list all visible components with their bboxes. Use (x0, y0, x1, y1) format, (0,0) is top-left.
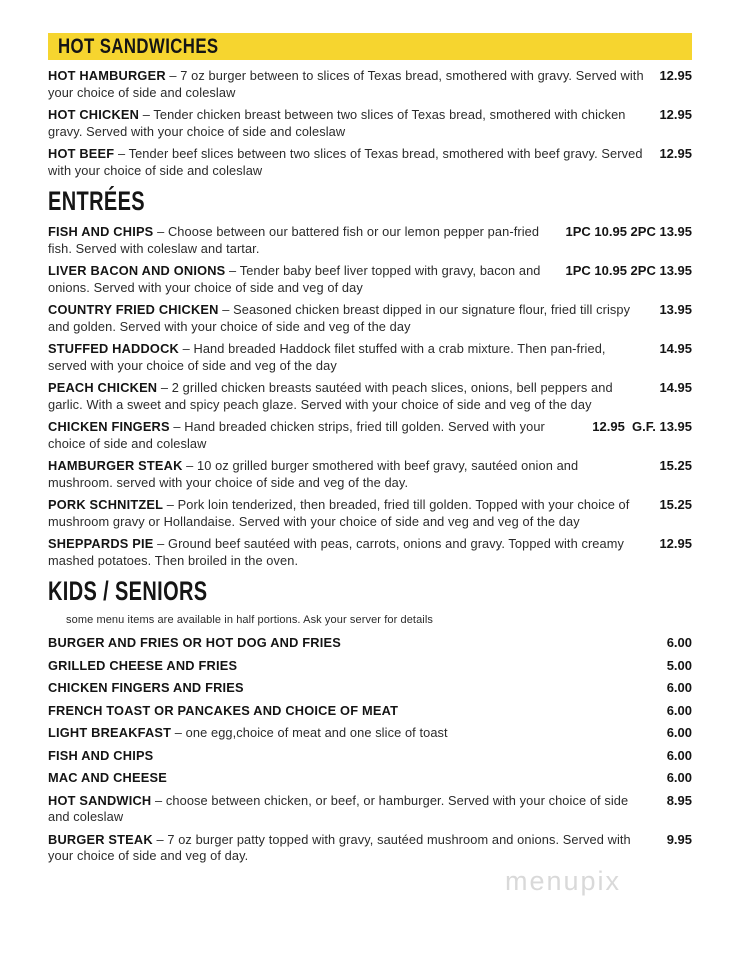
menu-item-row (48, 458, 692, 491)
menu-item-text (48, 725, 667, 742)
menu-item-row (48, 107, 692, 140)
menu-item-text (48, 658, 667, 675)
item-name: HOT HAMBURGER (48, 68, 166, 83)
menu-section-kids-seniors (48, 577, 692, 865)
menu-item-row (48, 302, 692, 335)
menu-item-row (48, 146, 692, 179)
menu-item-text (48, 832, 667, 865)
menu-sections (48, 33, 692, 865)
menu-item-text (48, 770, 667, 787)
menu-item-text (48, 748, 667, 765)
item-price: 6.00 (666, 702, 692, 718)
menu-item-row (48, 703, 692, 720)
section-banner (48, 33, 692, 60)
menu-item-row (48, 748, 692, 765)
item-name: PEACH CHICKEN (48, 380, 158, 395)
item-price: 13.95 (659, 302, 692, 317)
item-name: SHEPPARDS PIE (48, 536, 154, 551)
menu-item-text (48, 107, 659, 140)
item-name: HOT BEEF (48, 146, 115, 161)
item-price: 5.00 (666, 657, 692, 673)
item-name: PORK SCHNITZEL (48, 497, 164, 512)
menu-item-text (48, 458, 659, 491)
item-price: 12.95 (659, 536, 692, 551)
item-desc: – 7 oz burger patty topped with gravy, sautéed mushroom and onions. Served with your choice of side and veg of day. (48, 831, 631, 863)
item-price: 6.00 (666, 725, 692, 740)
item-name: FISH AND CHIPS (48, 224, 154, 239)
menu-item-row (48, 224, 692, 257)
item-price: 12.95 (659, 107, 692, 122)
item-desc: – Hand breaded Haddock filet stuffed with a crab mixture. Then pan-fried, served with your choice of side and veg of the day (48, 341, 606, 373)
item-name: STUFFED HADDOCK (48, 341, 179, 356)
item-name: MAC AND CHEESE (48, 770, 167, 785)
menu-item-text (48, 497, 659, 530)
item-desc: – Ground beef sautéed with peas, carrots, onions and gravy. Topped with creamy mashed potatoes. Then broiled in the oven. (48, 536, 624, 568)
item-desc: – Tender beef slices between two slices of Texas bread, smothered with beef gravy. Served with your choice of side and coleslaw (48, 146, 643, 178)
item-price: 8.95 (666, 792, 692, 808)
menu-item-row (48, 341, 692, 374)
item-price: 6.00 (666, 747, 692, 763)
menu-item-text (48, 146, 659, 179)
item-desc: – Pork loin tenderized, then breaded, fried till golden. Topped with your choice of mushroom gravy or Hollandaise. Served with your choice of side and veg and veg of the day (48, 497, 630, 529)
menu-item-text (48, 419, 592, 452)
item-price: 14.95 (659, 380, 692, 395)
item-price: 12.95 (659, 146, 692, 161)
item-price: 15.25 (659, 458, 692, 473)
menu-item-text (48, 703, 667, 720)
item-name: CHICKEN FINGERS AND FRIES (48, 680, 244, 695)
item-price: 6.00 (666, 770, 692, 785)
item-price: 12.95 (659, 68, 692, 83)
item-desc: – 10 oz grilled burger smothered with beef gravy, sautéed onion and mushroom. served with your choice of side and veg of the day. (48, 458, 579, 490)
item-name: LIVER BACON AND ONIONS (48, 263, 226, 278)
item-price: 15.25 (659, 497, 692, 512)
item-desc: – Choose between our battered fish or our lemon pepper pan-fried fish. Served with coleslaw and tartar. (48, 224, 540, 256)
section-items (48, 224, 692, 569)
item-desc: – choose between chicken, or beef, or hamburger. Served with your choice of side and coleslaw (48, 792, 629, 824)
item-desc: – Seasoned chicken breast dipped in our signature flour, fried till crispy and golden. Served with your choice of side and veg of the day (48, 302, 631, 334)
menu-item-row (48, 658, 692, 675)
item-price: 12.95 G.F. 13.95 (592, 419, 692, 434)
menu-item-text (48, 224, 566, 257)
menu-item-text (48, 263, 566, 296)
menu-item-row (48, 419, 692, 452)
item-name: BURGER STEAK (48, 831, 153, 847)
menu-item-text (48, 793, 667, 826)
item-name: HOT SANDWICH (48, 792, 152, 808)
menu-item-row (48, 793, 692, 826)
menu-item-row (48, 832, 692, 865)
menu-item-row (48, 380, 692, 413)
item-name: GRILLED CHEESE AND FRIES (48, 657, 238, 673)
item-name: HAMBURGER STEAK (48, 458, 183, 473)
menu-item-row (48, 680, 692, 697)
menu-item-row (48, 725, 692, 742)
watermark: menupix (505, 866, 622, 896)
item-name: CHICKEN FINGERS (48, 419, 170, 434)
menu-item-row (48, 497, 692, 530)
item-price: 6.00 (666, 635, 692, 650)
section-title: KIDS / SENIORS (48, 576, 208, 606)
section-items (48, 635, 692, 865)
item-name: BURGER AND FRIES OR HOT DOG AND FRIES (48, 635, 341, 650)
item-price: 1PC 10.95 2PC 13.95 (565, 263, 692, 278)
menu-section-entrees (48, 187, 692, 569)
item-name: COUNTRY FRIED CHICKEN (48, 302, 219, 317)
menu-item-text (48, 341, 659, 374)
menu-item-text (48, 302, 659, 335)
menu-item-row (48, 635, 692, 652)
menu-item-row (48, 263, 692, 296)
menu-item-row (48, 536, 692, 569)
menu-item-text (48, 380, 659, 413)
item-price: 6.00 (666, 680, 692, 695)
item-desc: – 7 oz burger between to slices of Texas bread, smothered with gravy. Served with your choice of side and coleslaw (48, 68, 644, 100)
menu-page (48, 33, 692, 871)
menu-item-text (48, 68, 659, 101)
section-title: ENTRÉES (48, 186, 145, 216)
item-desc: – Tender baby beef liver topped with gravy, bacon and onions. Served with your choice of side and veg of day (48, 263, 541, 295)
item-desc: – one egg,choice of meat and one slice of toast (171, 725, 448, 740)
section-note: some menu items are available in half portions. Ask your server for details (66, 614, 433, 626)
menu-item-row (48, 770, 692, 787)
section-items (48, 68, 692, 179)
item-name: HOT CHICKEN (48, 107, 140, 122)
section-banner-title: HOT SANDWICHES (58, 34, 219, 58)
item-name: LIGHT BREAKFAST (48, 725, 172, 740)
item-desc: – Hand breaded chicken strips, fried till golden. Served with your choice of side and coleslaw (48, 419, 545, 451)
item-price: 1PC 10.95 2PC 13.95 (565, 224, 692, 239)
item-desc: – Tender chicken breast between two slices of Texas bread, smothered with chicken gravy. Served with your choice of side and coleslaw (48, 107, 626, 139)
item-desc: – 2 grilled chicken breasts sautéed with peach slices, onions, bell peppers and garlic. With a sweet and spicy peach glaze. Served with your choice of side and veg of the day (48, 380, 613, 412)
menu-item-text (48, 680, 667, 697)
menu-section-hot-sandwiches (48, 33, 692, 179)
menu-item-text (48, 635, 667, 652)
item-price: 14.95 (659, 341, 692, 356)
item-name: FRENCH TOAST OR PANCAKES AND CHOICE OF MEAT (48, 702, 399, 718)
menu-item-text (48, 536, 659, 569)
menu-item-row (48, 68, 692, 101)
item-price: 9.95 (666, 831, 692, 847)
item-name: FISH AND CHIPS (48, 747, 154, 763)
